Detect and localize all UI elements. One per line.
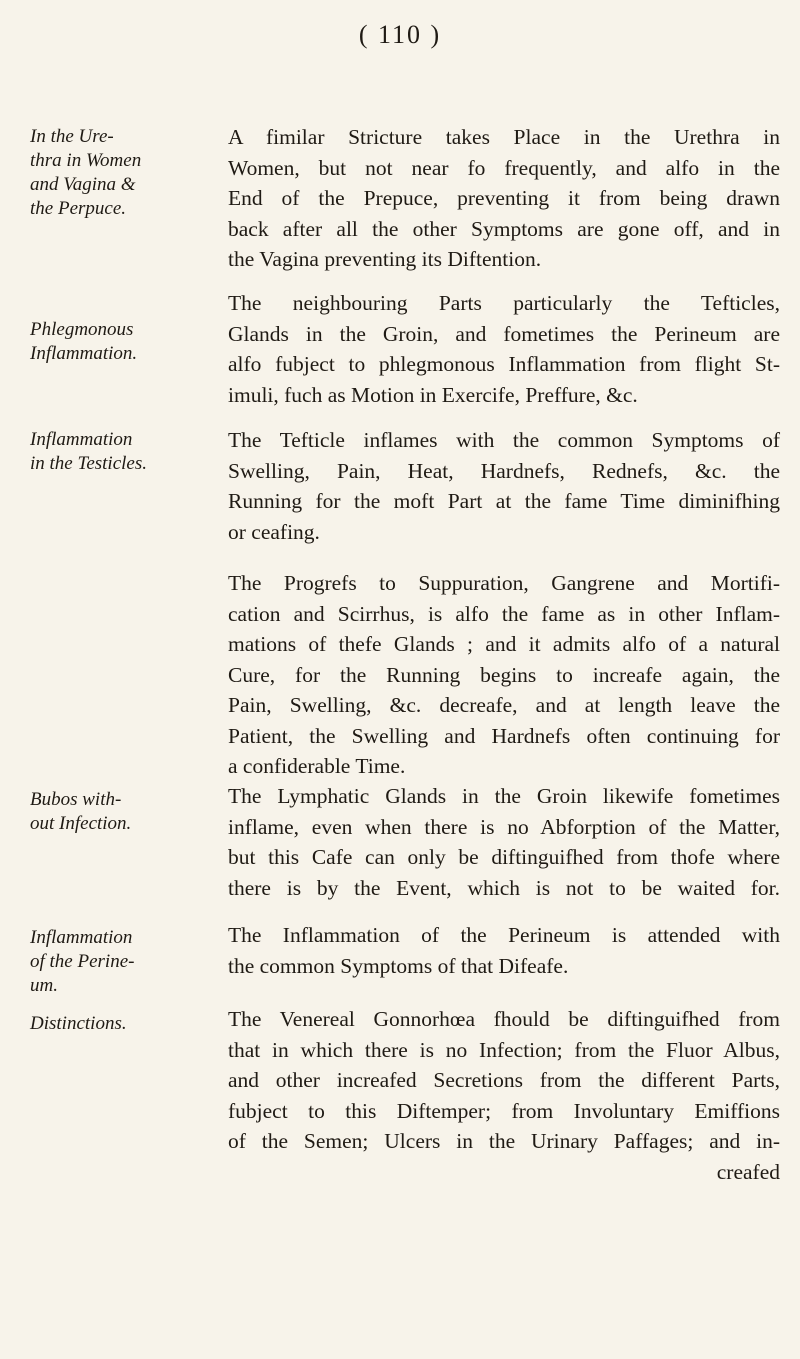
text-line: fubject to this Diftemper; from Involuntary Emiffions — [228, 1098, 780, 1123]
text-line: The Venereal Gonnorhœa fhould be diftinguifhed from — [228, 1007, 780, 1031]
text-line: there is by the Event, which is not to be waited for. — [228, 875, 780, 900]
text-line: the common Symptoms of that Difeafe. — [228, 953, 569, 978]
paragraph-venereal — [228, 1004, 780, 1187]
text-line: The neighbouring Parts particularly the Tefticles, — [228, 291, 780, 315]
page-number: ( 110 ) — [358, 20, 442, 49]
text-line: that in which there is no Infection; from the Fluor Albus, — [228, 1037, 780, 1062]
text-line: Pain, Swelling, &c. decreafe, and at length leave the — [228, 693, 780, 717]
text-line: Swelling, Pain, Heat, Hardnefs, Rednefs, &c. the — [228, 458, 780, 483]
paragraph-progress — [228, 568, 780, 782]
text-line: of the Semen; Ulcers in the Urinary Paffages; and in- — [228, 1129, 780, 1153]
text-line: Women, but not near fo frequently, and alfo in the — [228, 155, 780, 180]
text-line: inflame, even when there is no Abforption of the Matter, — [228, 814, 780, 839]
margin-note-line: and Vagina & — [30, 174, 136, 195]
text-line: The Lymphatic Glands in the Groin likewife fometimes — [228, 784, 780, 808]
margin-note-line: out Infection. — [30, 813, 132, 834]
text-line: End of the Prepuce, preventing it from being drawn — [228, 186, 780, 210]
margin-note-line: Inflammation — [30, 927, 133, 948]
paragraph-neighbouring-parts — [228, 288, 780, 410]
text-line: alfo fubject to phlegmonous Inflammation from flight St- — [228, 352, 780, 376]
text-line: the Vagina preventing its Diftention. — [228, 247, 542, 271]
margin-note-perineum — [30, 926, 220, 998]
paragraph-testicle — [228, 425, 780, 547]
margin-note-line: in the Testicles. — [30, 453, 147, 474]
paragraph-stricture — [228, 122, 780, 275]
text-line: The Tefticle inflames with the common Symptoms of — [228, 428, 780, 452]
text-line: and other increafed Secretions from the different Parts, — [228, 1068, 780, 1092]
margin-note-line: Distinctions. — [30, 1013, 127, 1034]
margin-note-line: thra in Women — [30, 150, 142, 171]
margin-note-line: Bubos with- — [30, 789, 122, 810]
text-line: Glands in the Groin, and fometimes the Perineum are — [228, 321, 780, 346]
text-line: Patient, the Swelling and Hardnefs often continuing for — [228, 723, 780, 748]
margin-note-line: um. — [30, 975, 58, 996]
text-line: mations of thefe Glands ; and it admits alfo of a natural — [228, 632, 780, 656]
paragraph-perineum — [228, 920, 780, 981]
text-line: imuli, fuch as Motion in Exercife, Preffure, &c. — [228, 382, 638, 407]
text-line: cation and Scirrhus, is alfo the fame as in other Inflam- — [228, 601, 780, 626]
margin-note-line: Phlegmonous — [30, 319, 134, 340]
text-line: A fimilar Stricture takes Place in the Urethra in — [228, 125, 780, 149]
text-line: but this Cafe can only be diftinguifhed from thofe where — [228, 845, 780, 869]
margin-note-line: Inflammation — [30, 429, 133, 450]
catchword: creafed — [716, 1159, 780, 1184]
text-line: Running for the moft Part at the fame Time diminifhing — [228, 489, 780, 513]
margin-note-distinctions — [30, 1012, 220, 1036]
text-line: back after all the other Symptoms are gone off, and in — [228, 216, 780, 241]
margin-note-bubos — [30, 788, 220, 836]
margin-note-line: Inflammation. — [30, 343, 138, 364]
paragraph-lymphatic — [228, 781, 780, 903]
margin-note-line: In the Ure- — [30, 126, 114, 147]
text-line: The Progrefs to Suppuration, Gangrene and Mortifi- — [228, 571, 780, 595]
margin-note-urethra — [30, 125, 220, 221]
text-line: The Inflammation of the Perineum is attended with — [228, 923, 780, 947]
text-line: a confiderable Time. — [228, 754, 406, 778]
margin-note-line: of the Perine- — [30, 951, 135, 972]
margin-note-line: the Perpuce. — [30, 198, 127, 219]
margin-note-phlegmonous — [30, 318, 220, 366]
text-line: or ceafing. — [228, 519, 320, 544]
text-line: Cure, for the Running begins to increafe again, the — [228, 662, 780, 687]
margin-note-testicles — [30, 428, 220, 476]
